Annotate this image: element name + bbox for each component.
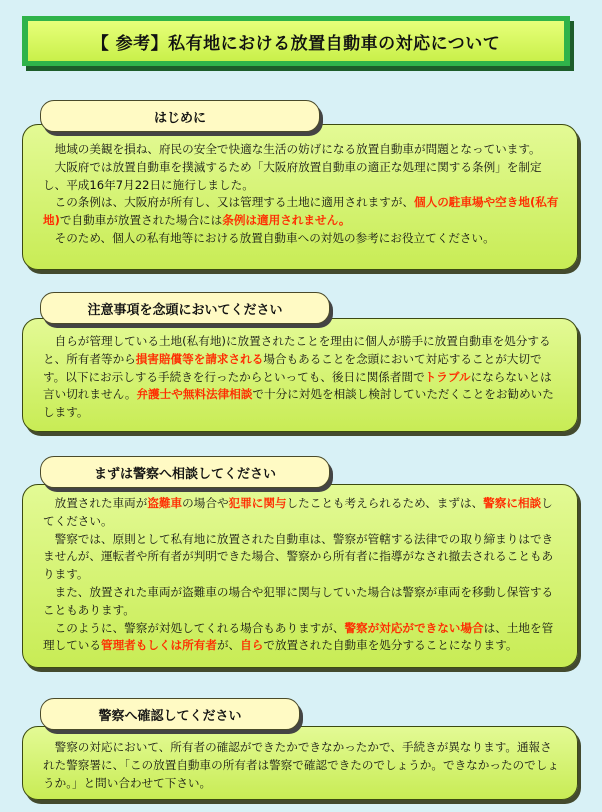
section-0-text bbox=[43, 141, 563, 248]
body-text: 放置された車両が bbox=[54, 496, 148, 510]
body-text: で自動車が放置された場合には bbox=[59, 213, 223, 228]
section-introduction-body bbox=[22, 124, 578, 270]
body-text: で放置された自動車を処分することになります。 bbox=[263, 638, 518, 653]
body-text: が、 bbox=[216, 638, 241, 653]
section-caution-body bbox=[22, 318, 578, 432]
emphasis-text: 盗難車 bbox=[147, 496, 183, 510]
section-0-paragraph bbox=[43, 159, 563, 195]
section-3-paragraph bbox=[43, 739, 563, 792]
body-text: 場合もあることを念頭において対応することが大切です。以下にお示しする手続きを行ったからといっても、後日に関係者間で bbox=[43, 351, 542, 384]
section-3-text bbox=[43, 739, 563, 792]
emphasis-text: トラブル bbox=[424, 369, 471, 384]
section-introduction-heading: はじめに bbox=[40, 100, 320, 132]
section-caution-heading: 注意事項を念頭においてください bbox=[40, 292, 330, 324]
body-text: してください。 bbox=[43, 496, 553, 528]
section-2-paragraph bbox=[43, 584, 563, 620]
body-text: また、放置された車両が盗難車の場合や犯罪に関与していた場合は警察が車両を移動し保管することもあります。 bbox=[43, 584, 554, 617]
section-2-paragraph bbox=[43, 531, 563, 584]
section-1-text bbox=[43, 333, 563, 422]
section-0-paragraph bbox=[43, 194, 563, 230]
emphasis-text: 自ら bbox=[240, 638, 264, 653]
body-text: 自らが管理している土地(私有地)に放置されたことを理由に個人が勝手に放置自動車を処分すると、所有者等から bbox=[43, 334, 551, 366]
section-1-paragraph bbox=[43, 333, 563, 422]
section-police-confirm-body bbox=[22, 726, 578, 800]
body-text: 警察の対応において、所有者の確認ができたかできなかったかで、手続きが異なります。通報された警察署に、「この放置自動車の所有者は警察で確認できたのでしょうか。できなかったのでしょうか。」と問い合わせて下さい。 bbox=[43, 740, 559, 790]
body-text: このように、警察が対処してくれる場合もありますが、 bbox=[54, 620, 345, 635]
body-text: にならないとは言い切れません。 bbox=[43, 369, 552, 402]
page-title: 【 参考】私有地における放置自動車の対応について bbox=[28, 21, 564, 61]
section-0-paragraph bbox=[43, 141, 563, 159]
body-text: の場合や bbox=[182, 496, 229, 510]
section-police-confirm-heading: 警察へ確認してください bbox=[40, 698, 300, 730]
section-0-paragraph bbox=[43, 230, 563, 248]
section-2-paragraph bbox=[43, 620, 563, 656]
body-text: そのため、個人の私有地等における放置自動車への対処の参考にお役立てください。 bbox=[54, 230, 495, 245]
emphasis-text: 管理者もしくは所有者 bbox=[100, 638, 217, 653]
body-text: 地域の美観を損ね、府民の安全で快適な生活の妨げになる放置自動車が問題となっています。 bbox=[54, 142, 541, 156]
emphasis-text: 警察に相談 bbox=[483, 496, 542, 510]
emphasis-text: 損害賠償等を請求される bbox=[135, 351, 264, 366]
section-2-paragraph bbox=[43, 495, 563, 531]
body-text: で十分に対処を相談し検討していただくことをお勧めいたします。 bbox=[43, 387, 554, 420]
emphasis-text: 個人の駐車場や空き地(私有地) bbox=[43, 195, 559, 228]
emphasis-text: 犯罪に関与 bbox=[228, 496, 287, 510]
body-text: は、土地を管理している bbox=[43, 620, 554, 653]
title-banner bbox=[22, 16, 570, 66]
body-text: したことも考えられるため、まずは、 bbox=[286, 496, 484, 510]
section-police-consult-heading: まずは警察へ相談してください bbox=[40, 456, 330, 488]
body-text: 大阪府では放置自動車を撲滅するため「大阪府放置自動車の適正な処理に関する条例」を制定し、平成16年7月22日に施行しました。 bbox=[43, 159, 542, 192]
body-text: 警察では、原則として私有地に放置された自動車は、警察が管轄する法律での取り締まりはできませんが、運転者や所有者が判明できた場合、警察から所有者に指導がなされ撤去されることもあります。 bbox=[43, 531, 554, 582]
section-police-consult-body bbox=[22, 484, 578, 668]
emphasis-text: 条例は適用されません。 bbox=[222, 213, 351, 228]
emphasis-text: 警察が対応ができない場合 bbox=[344, 620, 484, 635]
section-2-text bbox=[43, 495, 563, 655]
emphasis-text: 弁護士や無料法律相談 bbox=[136, 387, 253, 402]
body-text: この条例は、大阪府が所有し、又は管理する土地に適用されますが、 bbox=[54, 195, 415, 210]
